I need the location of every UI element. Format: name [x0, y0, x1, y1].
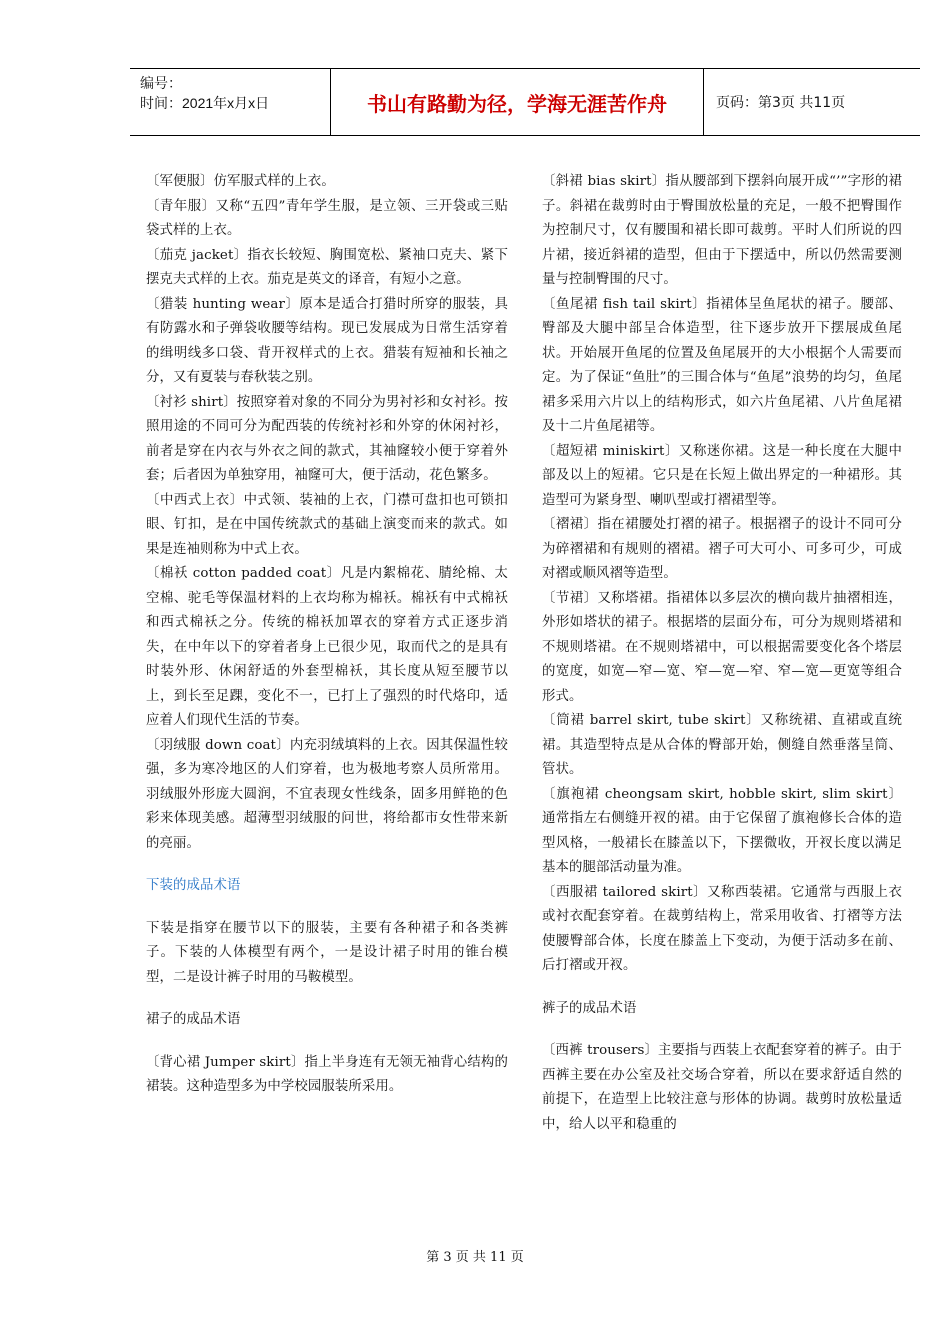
paragraph: 〔猎装 hunting wear〕原本是适合打猎时所穿的服装，具有防露水和子弹袋收腰等结构。现已发展成为日常生活穿着的缉明线多口袋、背开衩样式的上衣。猎装有短袖和长袖之分，又有夏装与春秋装之别。	[146, 296, 508, 385]
section-heading: 裤子的成品术语	[542, 1000, 637, 1016]
right-column	[542, 170, 902, 1137]
paragraph: 〔筒裙 barrel skirt, tube skirt〕又称统裙、直裙或直统裙。其造型特点是从合体的臀部开始，侧缝自然垂落呈筒、管状。	[542, 713, 902, 777]
paragraph: 〔衬衫 shirt〕按照穿着对象的不同分为男衬衫和女衬衫。按照用途的不同可分为配西装的传统衬衫和外穿的休闲衬衫，前者是穿在内衣与外衣之间的款式，其袖窿较小便于穿着外套；后者因为单独穿用，袖窿可大，便于活动，花色繁多。	[146, 394, 508, 483]
paragraph: 〔超短裙 miniskirt〕又称迷你裙。这是一种长度在大腿中部及以上的短裙。它只是在长短上做出界定的一种裙形。其造型可为紧身型、喇叭型或打褶裙型等。	[542, 443, 902, 508]
paragraph: 〔中西式上衣〕中式领、装袖的上衣，门襟可盘扣也可锁扣眼、钉扣，是在中国传统款式的基础上演变而来的款式。如果是连袖则称为中式上衣。	[146, 492, 508, 557]
number-label: 编号：	[140, 75, 182, 91]
header-meta	[130, 69, 330, 135]
motto-text: 书山有路勤为径，学海无涯苦作舟	[330, 69, 704, 135]
paragraph: 〔青年服〕又称“五四”青年学生服，是立领、三开袋或三贴袋式样的上衣。	[146, 198, 508, 238]
paragraph: 〔茄克 jacket〕指衣长较短、胸围宽松、紧袖口克夫、紧下摆克夫式样的上衣。茄克是英文的译音，有短小之意。	[146, 247, 508, 287]
paragraph: 〔鱼尾裙 fish tail skirt〕指裙体呈鱼尾状的裙子。腰部、臀部及大腿中部呈合体造型，往下逐步放开下摆展成鱼尾状。开始展开鱼尾的位置及鱼尾展开的大小根据个人需要而定。为了保证“鱼肚”的三围合体与“鱼尾”浪势的均匀，鱼尾裙多采用六片以上的结构形式，如六片鱼尾裙、八片鱼尾裙及十二片鱼尾裙等。	[542, 296, 902, 434]
left-column	[146, 170, 508, 1100]
section-heading: 裙子的成品术语	[146, 1012, 241, 1027]
paragraph: 〔军便服〕仿军服式样的上衣。	[146, 174, 335, 189]
page-header	[130, 68, 920, 136]
paragraph: 〔西服裙 tailored skirt〕又称西装裙。它通常与西服上衣或衬衣配套穿着。在裁剪结构上，常采用收省、打褶等方法使腰臀部合体，长度在膝盖上下变动，为便于活动多在前、后打褶或开衩。	[542, 884, 902, 973]
paragraph: 〔西裤 trousers〕主要指与西装上衣配套穿着的裤子。由于西裤主要在办公室及社交场合穿着，所以在要求舒适自然的前提下，在造型上比较注意与形体的协调。裁剪时放松量适中，给人以平和稳重的	[542, 1043, 902, 1132]
paragraph: 〔羽绒服 down coat〕内充羽绒填料的上衣。因其保温性较强，多为寒冷地区的人们穿着，也为极地考察人员所常用。羽绒服外形庞大圆润，不宜表现女性线条，固多用鲜艳的色彩来体现美感。超薄型羽绒服的问世，将给都市女性带来新的亮丽。	[146, 737, 508, 851]
paragraph: 〔节裙〕又称塔裙。指裙体以多层次的横向裁片抽褶相连，外形如塔状的裙子。根据塔的层面分布，可分为规则塔裙和不规则塔裙。在不规则塔裙中，可以根据需要变化各个塔层的宽度，如宽—窄—宽、窄—宽—窄、窄—宽—更宽等组合形式。	[542, 590, 902, 704]
paragraph: 〔棉袄 cotton padded coat〕凡是内絮棉花、腈纶棉、太空棉、驼毛等保温材料的上衣均称为棉袄。棉袄有中式棉袄和西式棉袄之分。传统的棉袄加罩衣的穿着方式正逐步消失，在中年以下的穿着者身上已很少见，取而代之的是具有时装外形、休闲舒适的外套型棉袄，其长度从短至腰节以上，到长至足踝，变化不一，已打上了强烈的时代烙印，适应着人们现代生活的节奏。	[146, 566, 508, 728]
paragraph: 〔背心裙 Jumper skirt〕指上半身连有无领无袖背心结构的裙装。这种造型多为中学校园服装所采用。	[146, 1054, 508, 1094]
paragraph: 〔旗袍裙 cheongsam skirt, hobble skirt, slim skirt〕通常指左右侧缝开衩的裙。由于它保留了旗袍修长合体的造型风格，一般裙长在膝盖以下，下摆微收，开衩长度以满足基本的腿部活动量为准。	[542, 786, 902, 875]
paragraph: 〔褶裙〕指在裙腰处打褶的裙子。根据褶子的设计不同可分为碎褶裙和有规则的褶裙。褶子可大可小、可多可少，可成对褶或顺风褶等造型。	[542, 517, 902, 581]
section-heading: 下装的成品术语	[146, 878, 241, 893]
page-info: 页码：第3页 共11页	[716, 95, 846, 111]
paragraph: 下装是指穿在腰节以下的服装，主要有各种裙子和各类裤子。下装的人体模型有两个，一是设计裙子时用的锥台模型，二是设计裤子时用的马鞍模型。	[146, 920, 508, 985]
time-label: 时间：2021年x月x日	[140, 95, 270, 111]
paragraph: 〔斜裙 bias skirt〕指从腰部到下摆斜向展开成“’”字形的裙子。斜裙在裁剪时由于臀围放松量的充足，一般不把臀围作为控制尺寸，仅有腰围和裙长即可裁剪。平时人们所说的四片裙，接近斜裙的造型，但由于下摆适中，所以仍然需要测量与控制臀围的尺寸。	[542, 174, 902, 287]
page-footer: 第 3 页 共 11 页	[426, 1250, 524, 1265]
